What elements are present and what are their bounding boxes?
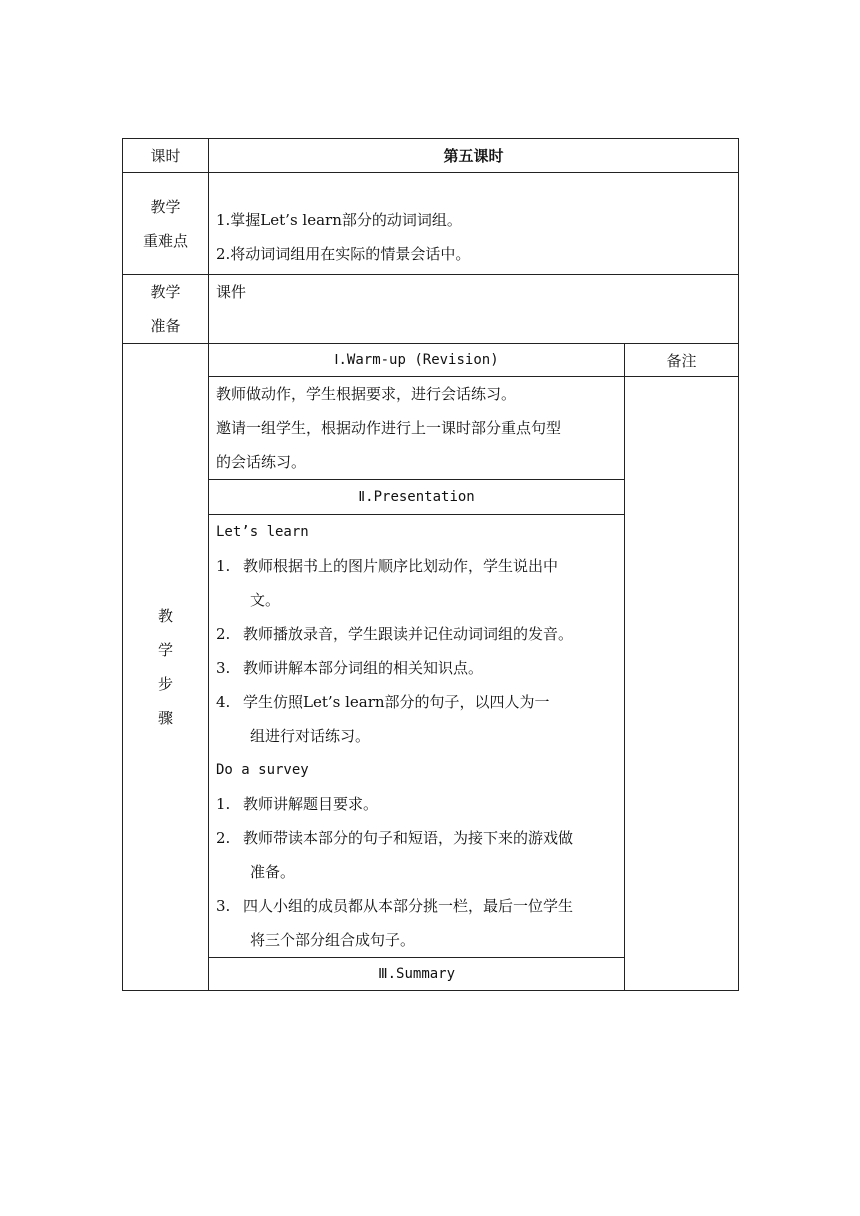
warmup-line: 教师做动作，学生根据要求，进行会话练习。 bbox=[216, 385, 517, 403]
list-item-continued: 准备。 bbox=[250, 863, 296, 881]
list-item: 3. 四人小组的成员都从本部分挑一栏，最后一位学生 bbox=[216, 897, 574, 915]
focus-item-1: 1.掌握Let’s learn部分的动词词组。 bbox=[216, 211, 462, 229]
notes-content bbox=[625, 377, 739, 991]
notes-header: 备注 bbox=[625, 344, 739, 377]
survey-heading: Do a survey bbox=[216, 762, 309, 778]
prep-label: 教学 准备 bbox=[123, 275, 209, 344]
list-item-continued: 组进行对话练习。 bbox=[250, 727, 371, 745]
lets-learn-heading: Let’s learn bbox=[216, 524, 309, 540]
list-item: 3. 教师讲解本部分词组的相关知识点。 bbox=[216, 659, 484, 677]
warmup-content bbox=[209, 377, 625, 480]
list-item: 2. 教师播放录音，学生跟读并记住动词词组的发音。 bbox=[216, 625, 574, 643]
summary-title: Ⅲ.Summary bbox=[209, 958, 625, 991]
warmup-line: 的会话练习。 bbox=[216, 453, 307, 471]
list-item: 1. 教师根据书上的图片顺序比划动作，学生说出中 bbox=[216, 557, 559, 575]
focus-label: 教学 重难点 bbox=[123, 173, 209, 275]
list-item: 4. 学生仿照Let’s learn部分的句子，以四人为一 bbox=[216, 693, 550, 711]
lesson-plan-table bbox=[122, 138, 739, 991]
list-item-continued: 文。 bbox=[250, 591, 281, 609]
focus-item-2: 2.将动词词组用在实际的情景会话中。 bbox=[216, 245, 471, 263]
list-item-continued: 将三个部分组合成句子。 bbox=[250, 931, 416, 949]
warmup-line: 邀请一组学生，根据动作进行上一课时部分重点句型 bbox=[216, 419, 562, 437]
prep-content bbox=[209, 275, 739, 344]
steps-label: 教 学 步 骤 bbox=[123, 344, 209, 991]
list-item: 1. 教师讲解题目要求。 bbox=[216, 795, 379, 813]
lesson-label: 课时 bbox=[123, 139, 209, 173]
warmup-title: Ⅰ.Warm-up (Revision) bbox=[209, 344, 625, 377]
lesson-value: 第五课时 bbox=[209, 139, 739, 173]
presentation-title: Ⅱ.Presentation bbox=[209, 480, 625, 515]
prep-value: 课件 bbox=[216, 283, 247, 301]
list-item: 2. 教师带读本部分的句子和短语，为接下来的游戏做 bbox=[216, 829, 574, 847]
focus-content bbox=[209, 173, 739, 275]
presentation-content bbox=[209, 515, 625, 958]
